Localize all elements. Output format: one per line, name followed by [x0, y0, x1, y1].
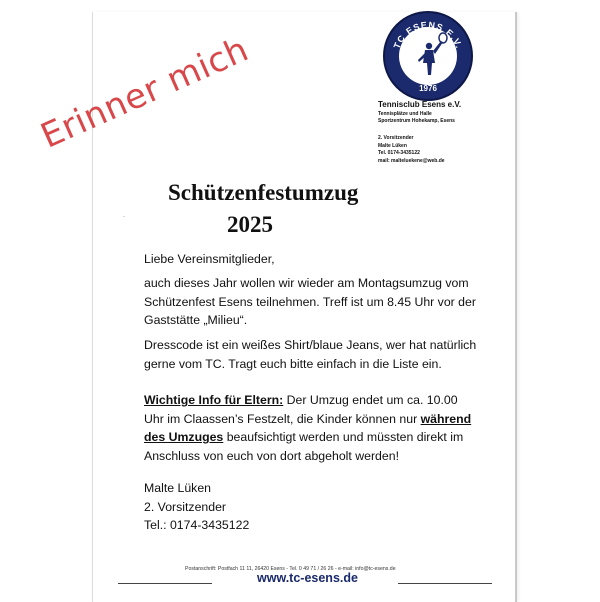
footer-rule-left [118, 583, 212, 584]
greeting: Liebe Vereinsmitglieder, [144, 252, 275, 266]
logo-top-text: TC ESENS E.V. [391, 19, 465, 51]
parents-info-emphasis: während des Umzuges [144, 411, 472, 444]
parents-info-text-2: beaufsichtigt werden und müssten direkt im Anschluss von euch von dort abgeholt werden! [144, 430, 464, 463]
paragraph-1: auch dieses Jahr wollen wir wieder am Montagsumzug vom Schützenfest Esens teilnehmen. Treff ist um 8.45 Uhr vor der Gaststätte „Milieu“. [144, 276, 476, 327]
signature-phone: Tel.: 0174-3435122 [144, 518, 250, 532]
footer-website-link[interactable]: www.tc-esens.de [257, 571, 358, 585]
parents-info-text-1: Der Umzug endet um ca. 10.00 Uhr im Claassen’s Festzelt, die Kinder können nur [144, 393, 458, 426]
parents-info-label: Wichtige Info für Eltern: [144, 393, 284, 407]
contact-role: 2. Vorsitzender [378, 135, 414, 141]
club-info [378, 100, 508, 165]
club-name: Tennisclub Esens e.V. [378, 100, 462, 109]
letter-title: Schützenfestumzug [168, 180, 359, 205]
club-address: Sportzentrum Hohekamp, Esens [378, 118, 455, 124]
contact-mail: mail: malteluekene@web.de [378, 157, 445, 164]
margin-mark: ‐ [123, 214, 125, 220]
club-facilities: Tennisplätze und Halle [378, 111, 432, 117]
signature-role: 2. Vorsitzender [144, 499, 227, 514]
paragraph-2: Dresscode ist ein weißes Shirt/blaue Jeans, wer hat natürlich gerne vom TC. Tragt euch bitte einfach in die Liste ein. [144, 338, 477, 371]
logo-year: 1976 [419, 84, 437, 93]
contact-name: Malte Lüken [378, 142, 407, 149]
signature-name: Malte Lüken [144, 481, 211, 495]
signature [144, 479, 479, 535]
club-logo [383, 11, 473, 101]
reminder-stamp: Erinner mich [35, 29, 255, 157]
paragraph-3 [144, 391, 479, 465]
contact-block [378, 135, 508, 165]
letter-year: 2025 [227, 212, 273, 237]
footer-rule-right [398, 583, 492, 584]
logo-artwork [385, 13, 471, 99]
footer-address: Postanschrift: Postfach 11 11, 26420 Esens - Tel. 0 49 71 / 26 26 - e-mail: info@tc-esens.de [185, 566, 396, 572]
contact-phone: Tel. 0174-3435122 [378, 150, 420, 156]
